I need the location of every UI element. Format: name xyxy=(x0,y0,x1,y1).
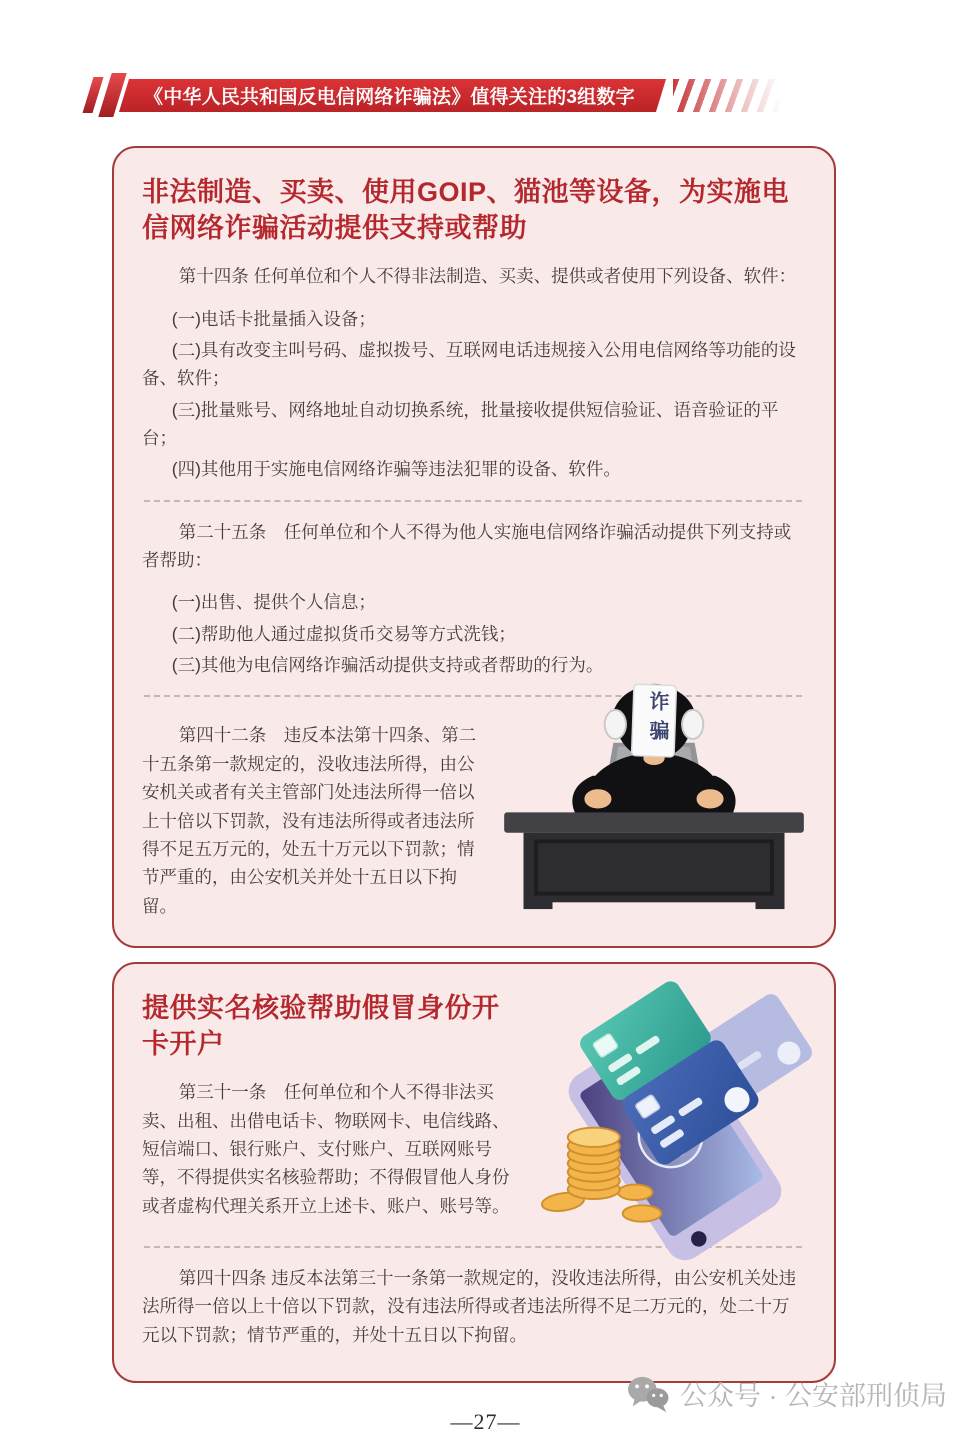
clause-42-text: 第四十二条 违反本法第十四条、第二十五条第一款规定的，没收违法所得，由公安机关或者有关主管部门处违法所得一倍以上十倍以下罚款，没有违法所得或者违法所得不足五万元的，处五十万元以下罚款；情节严重的，由公安机关并处十五日以下拘留。 xyxy=(142,725,477,916)
clause-14-intro: 第十四条 任何单位和个人不得非法制造、买卖、提供或者使用下列设备、软件： xyxy=(178,266,797,287)
clause-14-item: (四)其他用于实施电信网络诈骗等违法犯罪的设备、软件。 xyxy=(171,459,621,480)
card-goip-devices xyxy=(112,146,836,948)
page-number: —27— xyxy=(450,1408,521,1434)
banner-stripes-icon xyxy=(673,79,785,112)
phone-cards-icon xyxy=(534,982,804,1228)
clause-25-item: (一)出售、提供个人信息； xyxy=(171,592,376,613)
clause-14-item: (三)批量账号、网络地址自动切换系统，批量接收提供短信验证、语音验证的平台； xyxy=(142,399,779,449)
fraud-sign-label: 诈骗 xyxy=(646,691,668,750)
dashed-divider xyxy=(144,500,802,502)
header-banner xyxy=(88,72,971,118)
watermark xyxy=(626,1374,947,1413)
clause-31-row xyxy=(142,988,804,1230)
clause-14-item: (一)电话卡批量插入设备； xyxy=(171,308,376,329)
watermark-text: 公众号 · 公安部刑侦局 xyxy=(680,1381,947,1411)
clause-31-text: 第三十一条 任何单位和个人不得非法买卖、出租、出借电话卡、物联网卡、电信线路、短信端口、银行账户、支付账户、互联网账号等，不得提供实名核验帮助；不得假冒他人身份或者虚构代理关系开立上述卡、账户、账号等。 xyxy=(142,1082,510,1216)
clause-25-intro: 第二十五条 任何单位和个人不得为他人实施电信网络诈骗活动提供下列支持或者帮助： xyxy=(142,521,792,571)
desk-icon xyxy=(504,813,804,910)
page xyxy=(0,72,971,1437)
clause-25-item: (二)帮助他人通过虚拟货币交易等方式洗钱； xyxy=(171,623,516,644)
banner-band xyxy=(119,79,666,112)
banner-title: 《中华人民共和国反电信网络诈骗法》值得关注的3组数字 xyxy=(144,86,635,108)
card-identity-verification xyxy=(112,962,836,1383)
card1-title: 非法制造、买卖、使用GOIP、猫池等设备，为实施电信网络诈骗活动提供支持或帮助 xyxy=(142,177,790,244)
clause-44-text: 第四十四条 违反本法第三十一条第一款规定的，没收违法所得，由公安机关处违法所得一倍以上十倍以下罚款，没有违法所得或者违法所得不足二万元的，处二十万元以下罚款；情节严重的，并处十五日以下拘留。 xyxy=(142,1267,797,1345)
fraudster-illustration xyxy=(504,679,804,913)
clause-25-item: (三)其他为电信网络诈骗活动提供支持或者帮助的行为。 xyxy=(171,655,604,676)
card2-title: 提供实名核验帮助假冒身份开卡开户 xyxy=(142,992,500,1060)
clause-14-item: (二)具有改变主叫号码、虚拟拨号、互联网电话违规接入公用电信网络等功能的设备、软件； xyxy=(142,340,796,389)
phone-cards-illustration xyxy=(534,982,804,1230)
clause-42-row xyxy=(142,691,804,925)
clause-31-column xyxy=(142,988,524,1226)
wechat-icon xyxy=(626,1375,670,1413)
